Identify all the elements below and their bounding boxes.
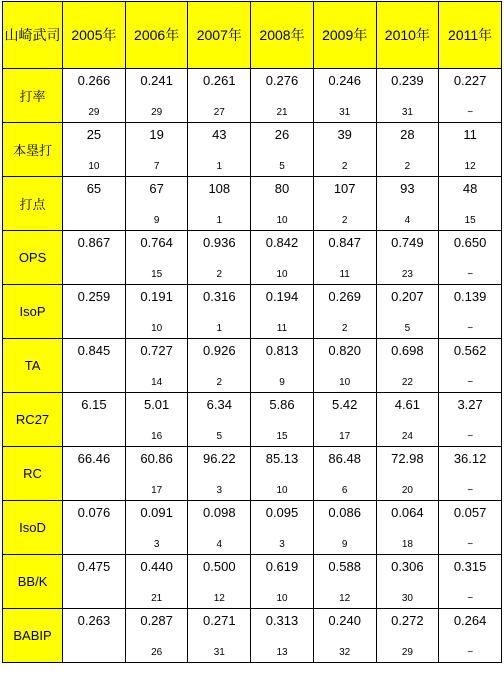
player-name-header: 山崎武司 [3,2,63,69]
stat-value: 28 [400,127,415,142]
stat-cell [376,285,439,339]
stat-value: 0.091 [140,505,173,520]
league-rank: 3 [153,539,160,550]
stat-cell [313,231,376,285]
stat-value: 36.12 [453,451,487,466]
stat-cell [376,231,439,285]
league-rank: 15 [276,431,288,442]
stat-cell [188,609,251,663]
league-rank: 32 [339,647,351,658]
stat-value: 0.276 [265,73,299,88]
stat-cell [439,393,502,447]
league-rank: 31 [213,647,225,658]
league-rank: 2 [341,323,348,334]
stat-cell [313,393,376,447]
stat-cell [439,285,502,339]
stat-cell [313,69,376,123]
league-rank: 17 [339,431,351,442]
stat-cell [188,447,251,501]
stat-cell [376,123,439,177]
league-rank: 18 [401,539,413,550]
stat-value: 0.313 [265,613,299,628]
league-rank: − [467,431,474,442]
league-rank: 26 [151,647,163,658]
league-rank: − [467,107,474,118]
stat-value: 0.264 [453,613,487,628]
table-row [3,231,502,285]
stat-value: 0.315 [453,559,487,574]
stat-cell [376,69,439,123]
stat-label: IsoP [3,285,63,339]
stat-cell [439,231,502,285]
stat-value: 0.064 [391,505,424,520]
stat-cell [251,447,314,501]
stat-cell [63,501,126,555]
league-rank: 15 [464,215,476,226]
stat-cell [313,555,376,609]
league-rank: 9 [341,539,348,550]
stat-cell [188,501,251,555]
stat-value: 0.207 [391,289,424,304]
stat-cell [439,339,502,393]
league-rank: 12 [213,593,225,604]
year-header: 2011年 [439,2,502,69]
stat-label: BABIP [3,609,63,663]
league-rank: 17 [151,485,163,496]
league-rank: − [467,647,474,658]
league-rank: 23 [401,269,413,280]
stat-cell [251,609,314,663]
stat-label: 打点 [3,177,63,231]
stat-cell [63,609,126,663]
stat-cell [188,555,251,609]
stat-cell [439,69,502,123]
stat-cell [376,609,439,663]
league-rank: 5 [404,323,411,334]
stat-cell [251,285,314,339]
stat-value: 0.239 [391,73,424,88]
stat-value: 39 [337,127,352,142]
stat-value: 5.01 [143,397,170,412]
league-rank: 22 [401,377,413,388]
stat-value: 0.813 [265,343,299,358]
stat-value: 0.287 [140,613,173,628]
stat-cell [251,555,314,609]
league-rank: 21 [151,593,163,604]
stat-value: 72.98 [391,451,424,466]
stat-value: 66.46 [77,451,111,466]
league-rank: 6 [341,485,348,496]
stat-value: 0.194 [265,289,299,304]
stat-value: 11 [463,127,477,142]
league-rank: 29 [88,107,100,118]
stat-cell [376,501,439,555]
stat-value: 26 [274,127,290,142]
table-row [3,339,502,393]
stat-value: 0.845 [77,343,111,358]
stat-value: 67 [149,181,164,196]
stat-cell [125,555,188,609]
stat-cell [313,123,376,177]
stat-value: 107 [333,181,356,196]
league-rank: 10 [276,215,288,226]
stat-value: 0.727 [140,343,173,358]
stat-cell [439,555,502,609]
stat-cell [63,447,126,501]
stat-cell [439,447,502,501]
stat-value: 86.48 [328,451,361,466]
league-rank: 10 [339,377,351,388]
stat-value: 0.847 [328,235,361,250]
stat-value: 0.867 [77,235,111,250]
stat-cell [251,69,314,123]
stat-value: 0.076 [77,505,111,520]
year-header: 2008年 [251,2,314,69]
stat-value: 85.13 [265,451,299,466]
stat-value: 0.086 [328,505,361,520]
stat-value: 4.61 [394,397,421,412]
stat-value: 96.22 [203,451,236,466]
stat-cell [251,393,314,447]
stat-cell [63,339,126,393]
stat-value: 0.500 [203,559,236,574]
league-rank: 1 [216,161,223,172]
stat-cell [188,231,251,285]
stat-cell [313,501,376,555]
league-rank: 2 [404,161,411,172]
stat-value: 0.269 [328,289,361,304]
stat-label: IsoD [3,501,63,555]
league-rank: 7 [153,161,160,172]
stat-cell [125,447,188,501]
stat-value: 93 [400,181,415,196]
stat-cell [251,501,314,555]
league-rank: 30 [401,593,413,604]
league-rank: 21 [276,107,288,118]
league-rank: 1 [216,215,223,226]
league-rank: − [467,377,474,388]
league-rank: 2 [341,161,348,172]
year-header: 2007年 [188,2,251,69]
year-header: 2009年 [313,2,376,69]
league-rank: 2 [216,269,223,280]
stat-value: 0.650 [453,235,487,250]
league-rank: 29 [401,647,413,658]
stat-cell [63,123,126,177]
stat-cell [376,393,439,447]
table-row [3,69,502,123]
table-row [3,609,502,663]
stat-cell [125,339,188,393]
league-rank: 2 [341,215,348,226]
league-rank: 10 [151,323,163,334]
header-row [3,2,502,69]
stat-value: 0.227 [453,73,487,88]
table-row [3,393,502,447]
stat-cell [376,177,439,231]
stat-value: 0.259 [77,289,111,304]
league-rank: 4 [404,215,411,226]
league-rank: 27 [213,107,225,118]
league-rank: − [467,485,474,496]
stat-value: 0.588 [328,559,361,574]
stat-value: 0.261 [203,73,236,88]
league-rank: 15 [151,269,163,280]
league-rank: 4 [216,539,223,550]
league-rank: 16 [151,431,163,442]
table-row [3,447,502,501]
stat-value: 0.272 [391,613,424,628]
league-rank: 24 [401,431,413,442]
stat-value: 0.241 [140,73,173,88]
league-rank: 10 [276,593,288,604]
stat-cell [188,393,251,447]
stat-value: 0.475 [77,559,111,574]
stat-cell [125,177,188,231]
stat-cell [439,501,502,555]
stat-cell [125,69,188,123]
stat-value: 0.562 [453,343,487,358]
stat-cell [63,555,126,609]
stat-value: 0.749 [391,235,424,250]
stat-value: 0.316 [203,289,236,304]
stat-value: 6.34 [206,397,232,412]
stat-cell [313,339,376,393]
stat-cell [376,447,439,501]
stat-cell [376,555,439,609]
stat-value: 0.057 [453,505,487,520]
stat-cell [125,231,188,285]
stat-value: 0.936 [203,235,236,250]
stat-value: 0.191 [140,289,173,304]
league-rank: 11 [339,269,350,280]
league-rank: 12 [464,161,476,172]
league-rank: 20 [401,485,413,496]
stats-table [2,1,502,663]
stat-cell [63,231,126,285]
stat-value: 5.86 [269,397,295,412]
table-row [3,501,502,555]
stat-value: 0.764 [140,235,173,250]
league-rank: − [467,323,474,334]
year-header: 2010年 [376,2,439,69]
stat-value: 80 [274,181,290,196]
stat-value: 0.698 [391,343,424,358]
league-rank: 14 [151,377,163,388]
league-rank: 9 [153,215,160,226]
stat-value: 5.42 [332,397,358,412]
stat-value: 6.15 [81,397,107,412]
stat-cell [125,393,188,447]
stat-value: 0.095 [265,505,299,520]
stat-label: RC27 [3,393,63,447]
table-body [3,69,502,663]
stat-value: 0.619 [265,559,299,574]
league-rank: 31 [401,107,413,118]
stat-value: 3.27 [457,397,483,412]
stat-value: 0.240 [328,613,361,628]
stat-label: BB/K [3,555,63,609]
stat-cell [313,177,376,231]
stat-cell [125,501,188,555]
stat-cell [63,177,126,231]
stat-cell [188,69,251,123]
table-row [3,285,502,339]
league-rank: 11 [276,323,288,334]
stat-cell [439,609,502,663]
stat-value: 60.86 [140,451,173,466]
stat-value: 65 [86,181,102,196]
stat-value: 0.440 [140,559,173,574]
league-rank: 29 [151,107,163,118]
stat-cell [439,177,502,231]
stat-value: 0.246 [328,73,361,88]
stat-cell [251,177,314,231]
league-rank: 5 [216,431,223,442]
stat-value: 43 [212,127,227,142]
stat-value: 0.842 [265,235,299,250]
table-row [3,123,502,177]
stat-value: 25 [86,127,102,142]
stat-cell [188,339,251,393]
stat-cell [313,447,376,501]
league-rank: 1 [216,323,223,334]
stat-value: 0.098 [203,505,236,520]
league-rank: 5 [279,161,285,172]
stat-label: 打率 [3,69,63,123]
stat-label: 本塁打 [3,123,63,177]
league-rank: − [467,269,474,280]
stat-value: 0.263 [77,613,111,628]
stat-cell [188,177,251,231]
stat-cell [313,285,376,339]
stat-value: 108 [208,181,231,196]
league-rank: 3 [279,539,285,550]
stat-value: 0.926 [203,343,236,358]
stat-cell [188,285,251,339]
stat-value: 0.139 [453,289,487,304]
stat-cell [251,123,314,177]
stat-label: RC [3,447,63,501]
stat-cell [125,123,188,177]
league-rank: 13 [276,647,288,658]
league-rank: 2 [216,377,223,388]
stat-value: 0.266 [77,73,111,88]
stat-value: 0.820 [328,343,361,358]
league-rank: 12 [339,593,351,604]
league-rank: 10 [276,269,288,280]
stat-cell [63,393,126,447]
stat-cell [376,339,439,393]
stat-cell [188,123,251,177]
league-rank: 3 [216,485,223,496]
league-rank: 9 [279,377,285,388]
stat-value: 0.271 [203,613,236,628]
league-rank: 10 [276,485,288,496]
year-header: 2005年 [63,2,126,69]
stat-cell [125,285,188,339]
table-row [3,555,502,609]
league-rank: − [467,539,474,550]
stat-value: 48 [462,181,478,196]
year-header: 2006年 [125,2,188,69]
stat-cell [251,231,314,285]
stat-cell [63,69,126,123]
stat-value: 0.306 [391,559,424,574]
stat-label: OPS [3,231,63,285]
league-rank: 10 [88,161,100,172]
stat-value: 19 [149,127,164,142]
stat-cell [251,339,314,393]
stat-label: TA [3,339,63,393]
stat-cell [439,123,502,177]
stat-cell [63,285,126,339]
stat-cell [125,609,188,663]
league-rank: 31 [339,107,351,118]
league-rank: − [467,593,474,604]
table-row [3,177,502,231]
stat-cell [313,609,376,663]
